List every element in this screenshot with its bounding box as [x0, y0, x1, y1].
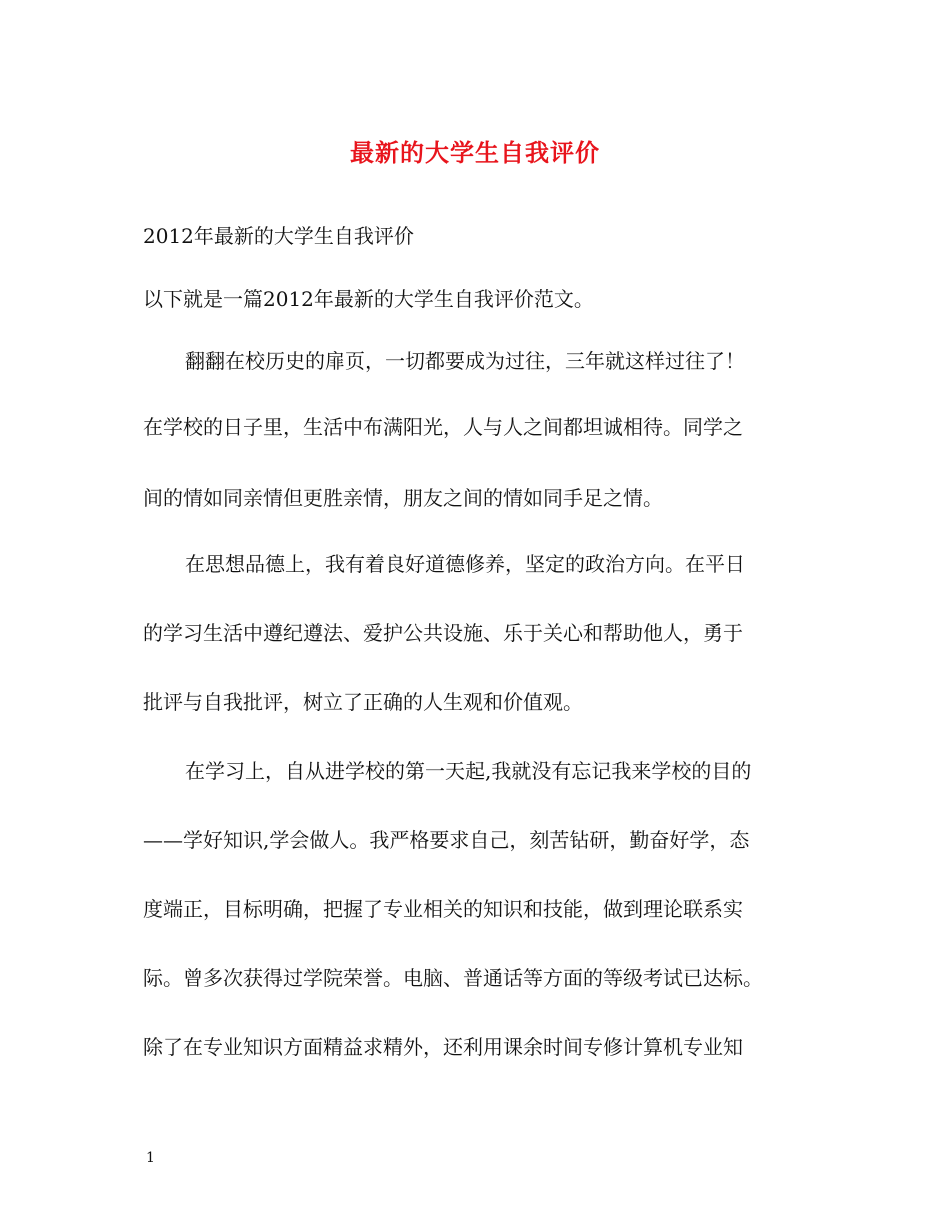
text-line: 度端正，目标明确，把握了专业相关的知识和技能，做到理论联系实 — [143, 897, 743, 921]
text-line: 间的情如同亲情但更胜亲情，朋友之间的情如同手足之情。 — [143, 486, 663, 510]
text-line-paragraph-3-start: 在学习上，自从进学校的第一天起,我就没有忘记我来学校的目的 — [185, 759, 752, 783]
text-line: 的学习生活中遵纪遵法、爱护公共设施、乐于关心和帮助他人，勇于 — [143, 621, 743, 645]
text-line: 际。曾多次获得过学院荣誉。电脑、普通话等方面的等级考试已达标。 — [143, 966, 763, 990]
text-line-paragraph-2-start: 在思想品德上，我有着良好道德修养，坚定的政治方向。在平日 — [185, 552, 745, 576]
text-line: 在学校的日子里，生活中布满阳光，人与人之间都坦诚相待。同学之 — [143, 415, 743, 439]
text-line: 批评与自我批评，树立了正确的人生观和价值观。 — [143, 690, 583, 714]
text-line-subtitle: 2012年最新的大学生自我评价 — [143, 224, 414, 248]
text-line-paragraph-1-start: 翻翻在校历史的扉页，一切都要成为过往，三年就这样过往了！ — [185, 349, 745, 373]
text-line: 除了在专业知识方面精益求精外，还利用课余时间专修计算机专业知 — [143, 1035, 743, 1059]
page-number: 1 — [146, 1150, 155, 1166]
text-line: ——学好知识,学会做人。我严格要求自己，刻苦钻研，勤奋好学，态 — [143, 828, 750, 852]
text-line-intro: 以下就是一篇2012年最新的大学生自我评价范文。 — [143, 287, 594, 311]
document-title: 最新的大学生自我评价 — [350, 138, 600, 167]
